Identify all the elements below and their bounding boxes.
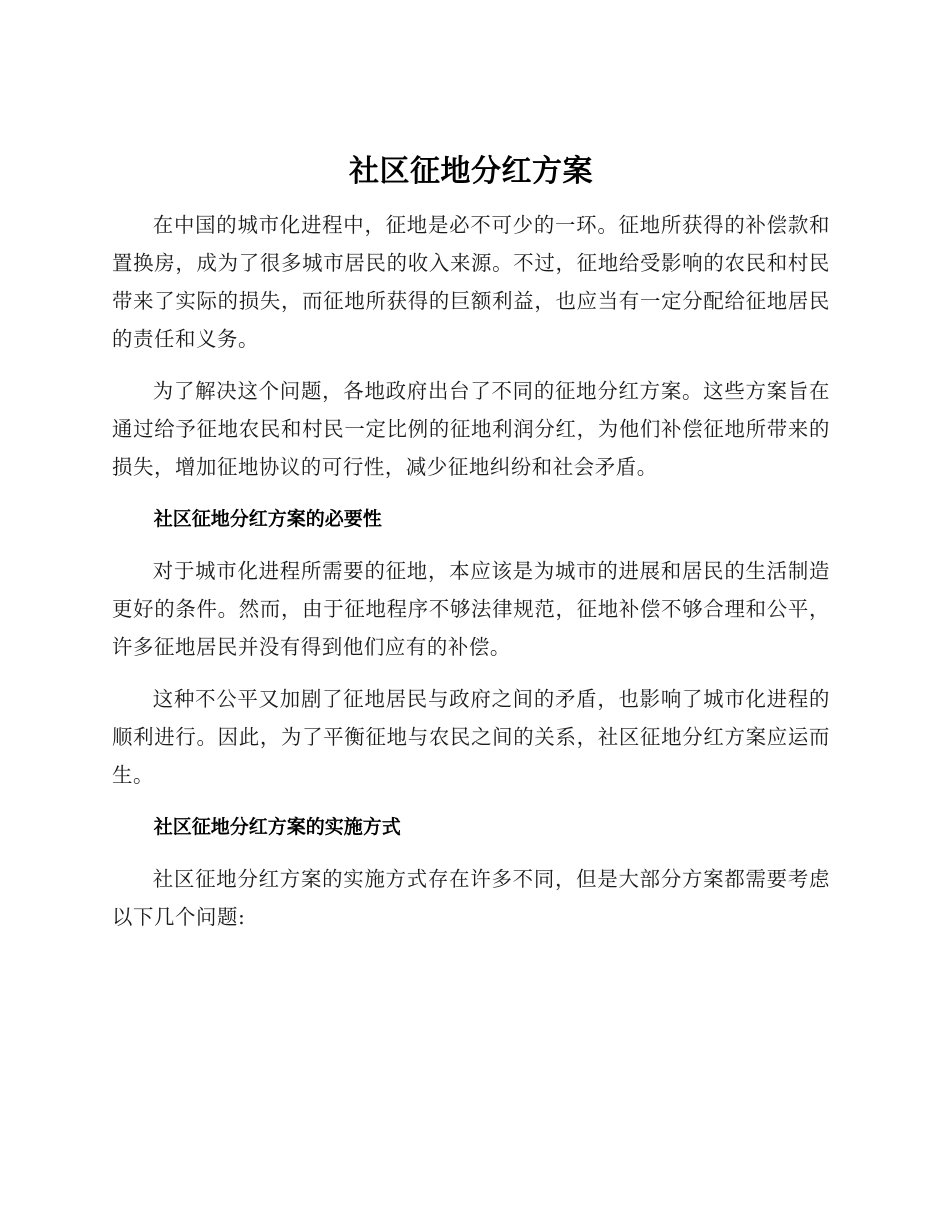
document-title: 社区征地分红方案 <box>349 154 593 189</box>
paragraph-necessity-1: 对于城市化进程所需要的征地，本应该是为城市的进展和居民的生活制造更好的条件。然而，由于征地程序不够法律规范，征地补偿不够合理和公平，许多征地居民并没有得到他们应有的补偿。 <box>112 559 830 659</box>
paragraph-implementation: 社区征地分红方案的实施方式存在许多不同，但是大部分方案都需要考虑以下几个问题: <box>112 867 830 929</box>
section-heading-implementation: 社区征地分红方案的实施方式 <box>153 816 401 838</box>
paragraph-intro: 在中国的城市化进程中，征地是必不可少的一环。征地所获得的补偿款和置换房，成为了很多城市居民的收入来源。不过，征地给受影响的农民和村民带来了实际的损失，而征地所获得的巨额利益，也应当有一定分配给征地居民的责任和义务。 <box>112 213 830 351</box>
paragraph-necessity-2: 这种不公平又加剧了征地居民与政府之间的矛盾，也影响了城市化进程的顺利进行。因此，为了平衡征地与农民之间的关系，社区征地分红方案应运而生。 <box>112 687 830 787</box>
document-body <box>112 148 830 950</box>
section-heading-necessity: 社区征地分红方案的必要性 <box>153 508 382 530</box>
paragraph-purpose: 为了解决这个问题，各地政府出台了不同的征地分红方案。这些方案旨在通过给予征地农民和村民一定比例的征地利润分红，为他们补偿征地所带来的损失，增加征地协议的可行性，减少征地纠纷和社会矛盾。 <box>112 379 830 479</box>
